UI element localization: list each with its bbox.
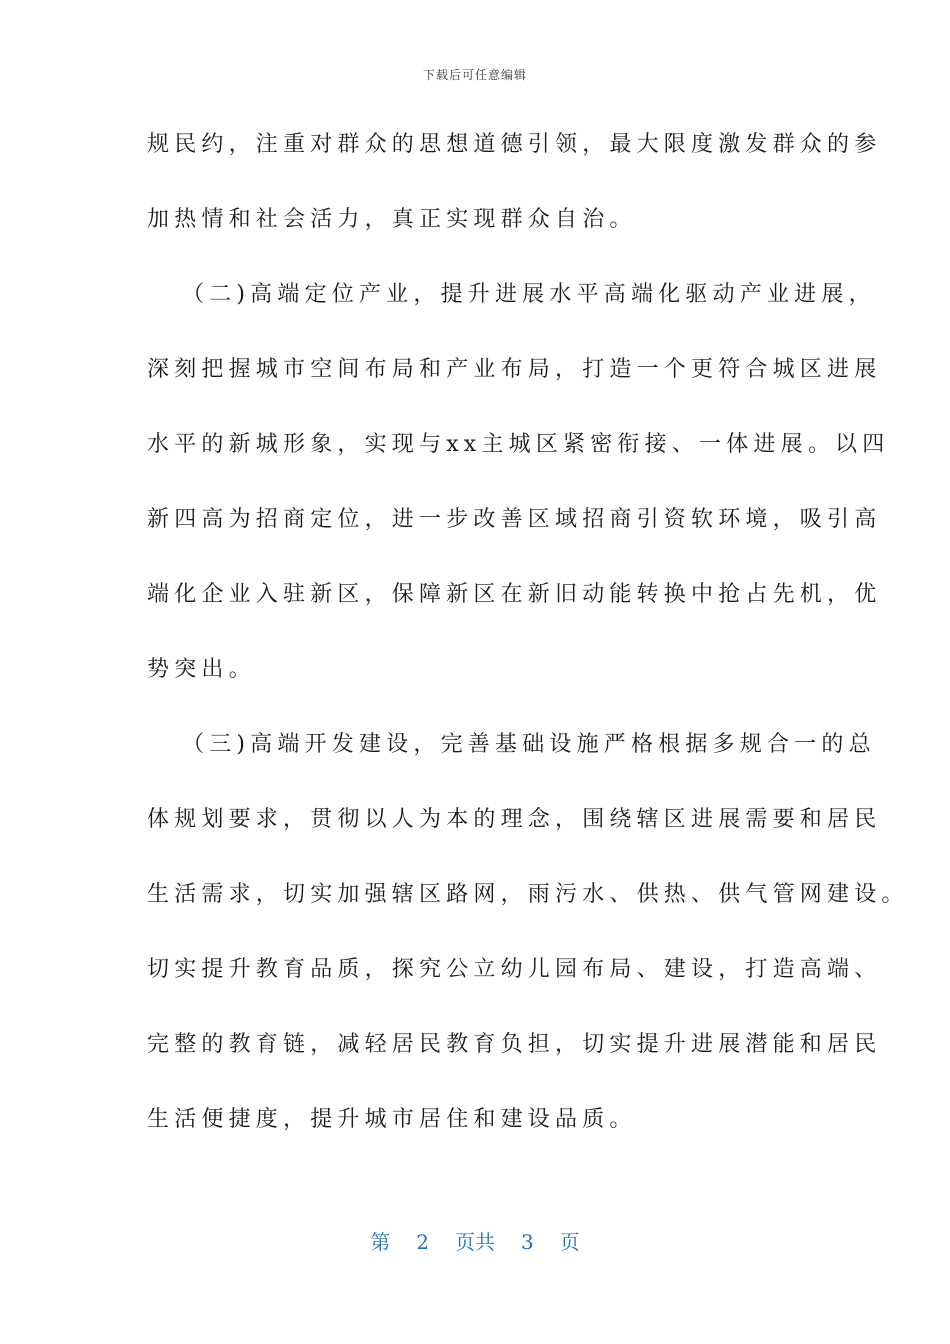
page-footer [0,1226,950,1255]
text-line: 完整的教育链，减轻居民教育负担，切实提升进展潜能和居民 [147,1032,882,1057]
text-line: 规民约，注重对群众的思想道德引领，最大限度激发群众的参 [147,132,882,157]
text-line: 水平的新城形象，实现与xx主城区紧密衔接、一体进展。以四 [147,432,890,457]
text-line: 体规划要求，贯彻以人为本的理念，围绕辖区进展需要和居民 [147,807,882,832]
header-note: 下载后可任意编辑 [422,68,527,82]
text-line: 势突出。 [147,657,256,682]
section-heading-line: （三)高端开发建设，完善基础设施严格根据多规合一的总 [182,732,876,757]
total-pages-number: 3 [521,1230,534,1254]
footer-prefix: 第 [370,1230,391,1254]
footer-suffix: 页 [559,1230,580,1254]
text-line: 生活便捷度，提升城市居住和建设品质。 [147,1107,637,1132]
footer-middle: 页共 [455,1230,495,1254]
text-line: 生活需求，切实加强辖区路网，雨污水、供热、供气管网建设。 [147,882,909,907]
text-line: 新四高为招商定位，进一步改善区域招商引资软环境，吸引高 [147,507,882,532]
text-line: 切实提升教育品质，探究公立幼儿园布局、建设，打造高端、 [147,957,882,982]
text-line: 加热情和社会活力，真正实现群众自治。 [147,207,637,232]
text-line: 端化企业入驻新区，保障新区在新旧动能转换中抢占先机，优 [147,582,882,607]
current-page-number: 2 [416,1230,429,1254]
text-line: 深刻把握城市空间布局和产业布局，打造一个更符合城区进展 [147,357,882,382]
section-heading-line: （二)高端定位产业，提升进展水平高端化驱动产业进展， [182,282,876,307]
